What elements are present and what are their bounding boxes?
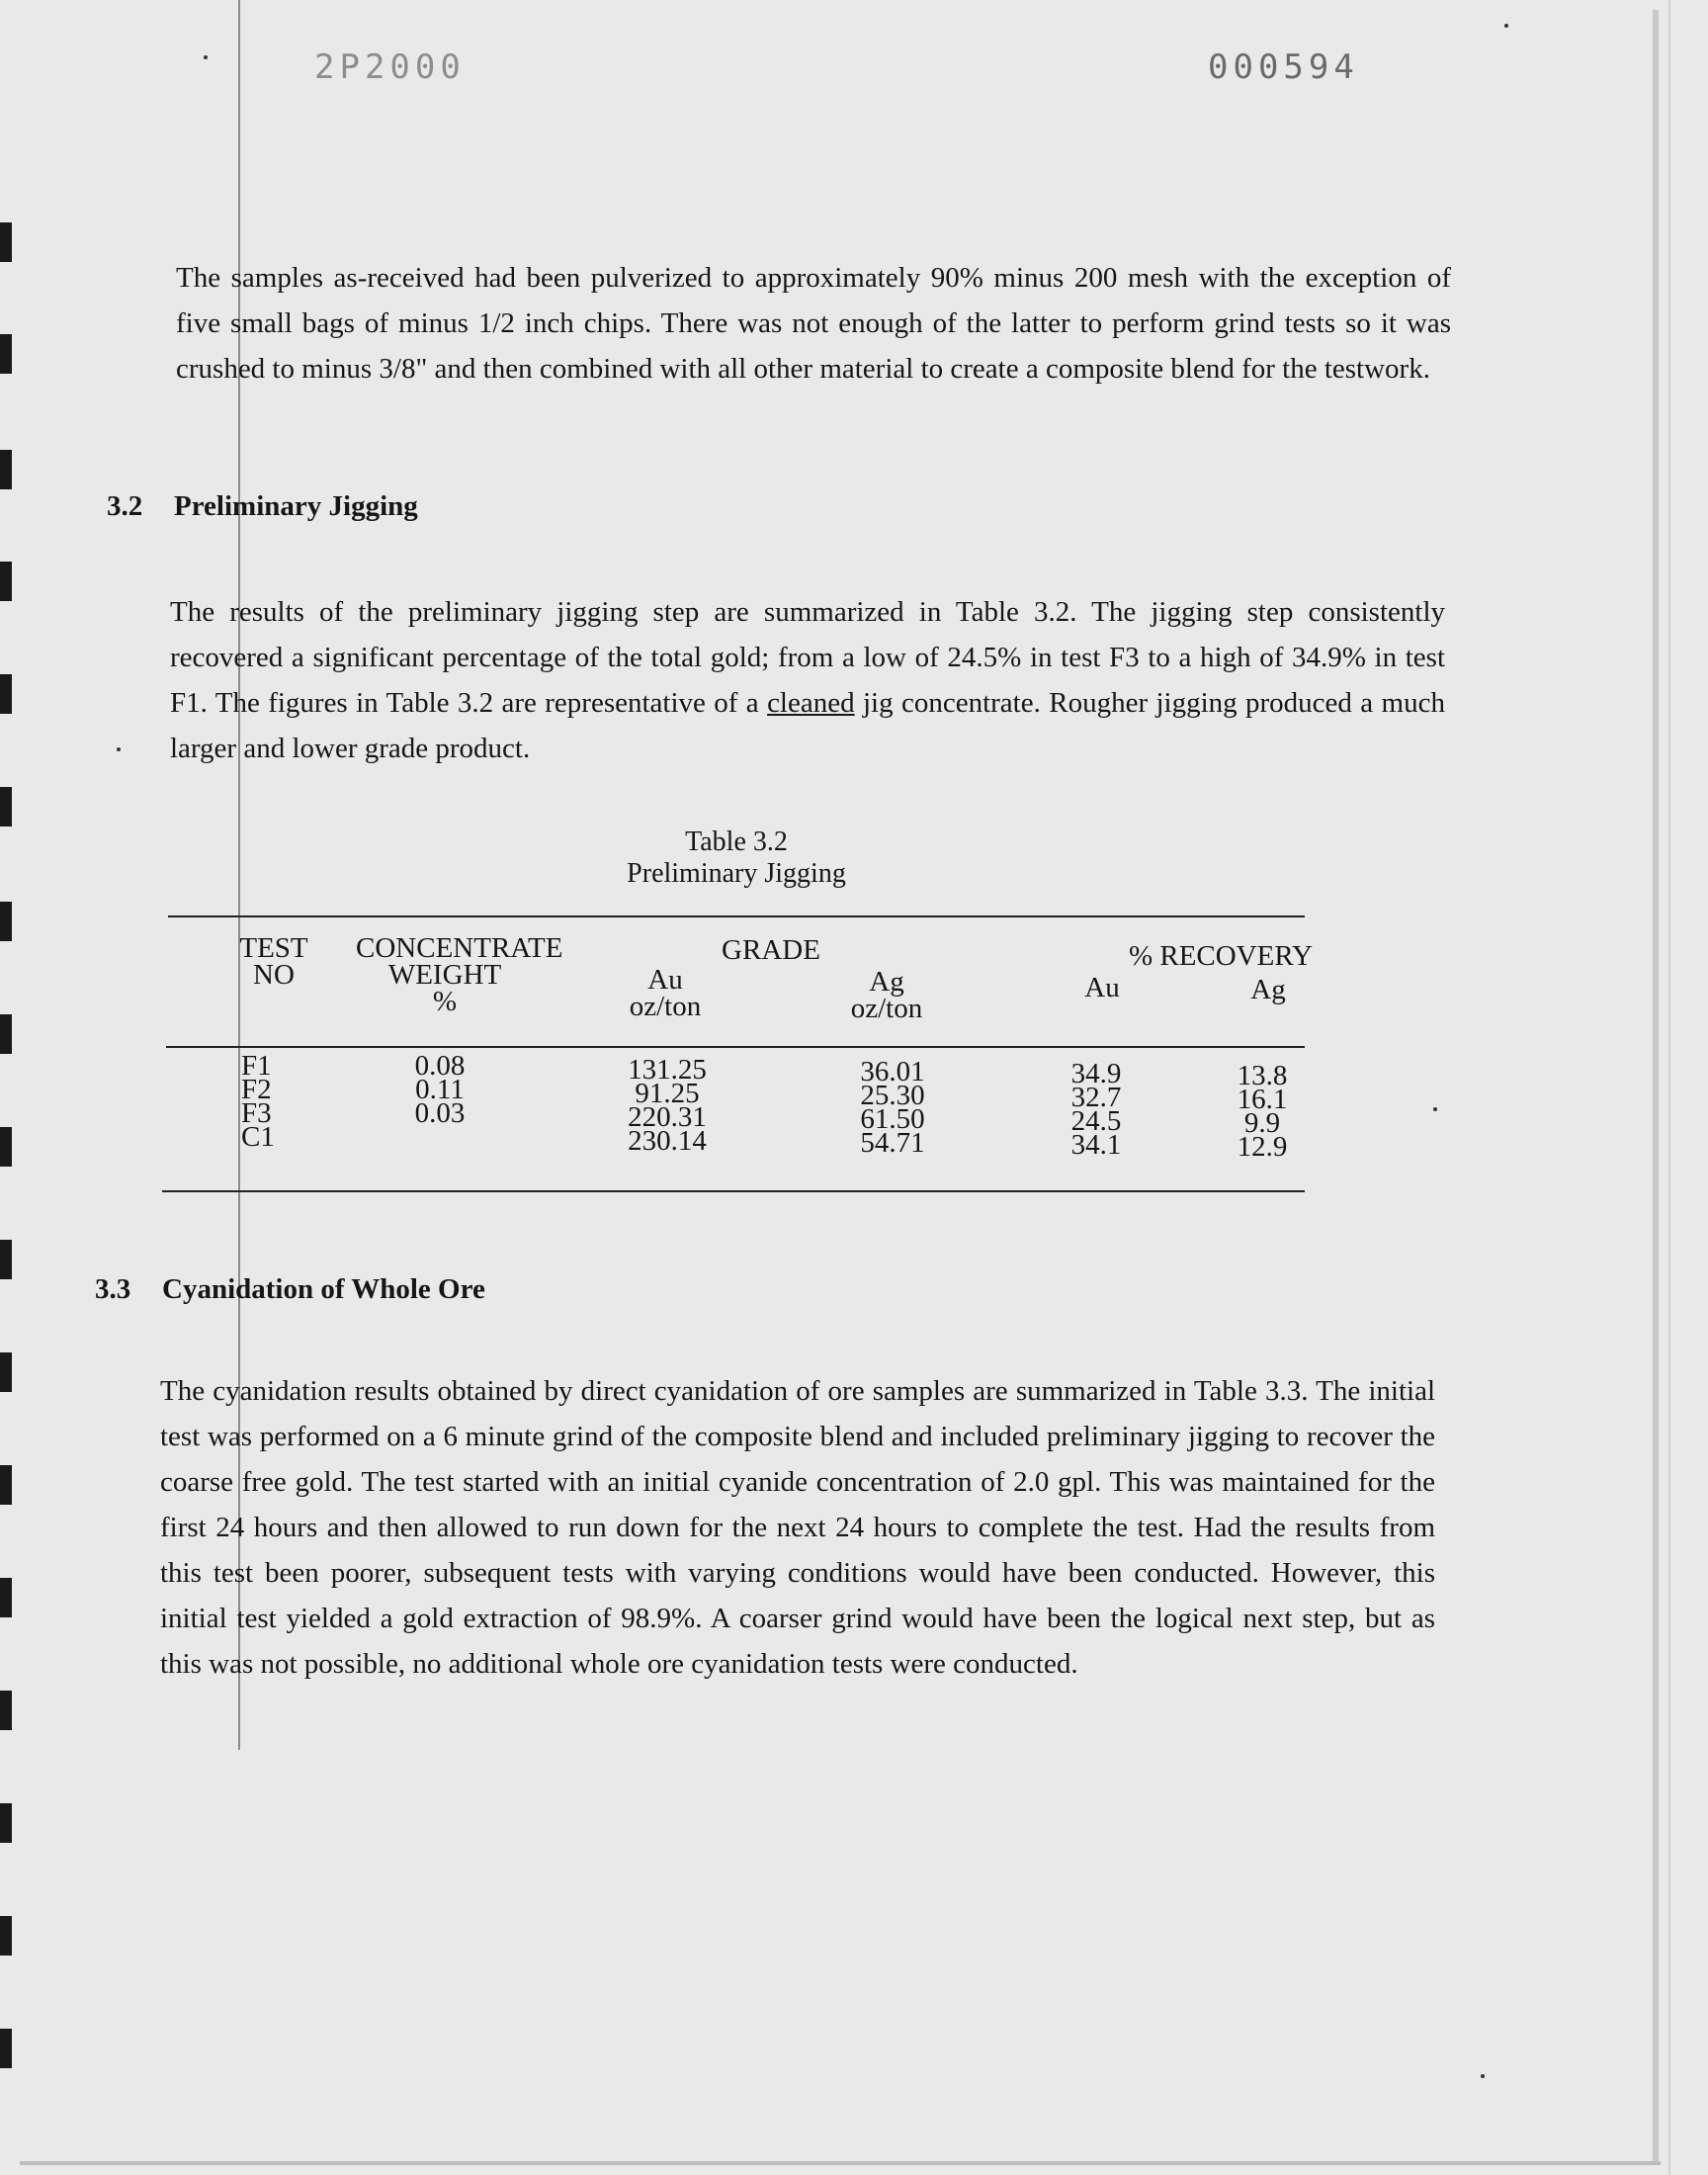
header-recovery-ag: Ag: [1250, 974, 1286, 1005]
punch-marks: [0, 0, 14, 2175]
column-test-no: [241, 1050, 300, 1153]
table-cell: 32.7: [1070, 1082, 1122, 1113]
scan-speck: [204, 55, 208, 59]
header-grade-au: Au oz/ton: [629, 964, 702, 1022]
table-cell: 0.03: [414, 1097, 466, 1129]
section-3-3-paragraph: The cyanidation results obtained by direct cyanidation of ore samples are summarized in Table 3.3. The initial test was performed on a 6 minute grind of the composite blend and included preliminary jigging to recover the coarse free gold. The test started with an initial cyanide concentration of 2.0 gpl. This was maintained for the first 24 hours and then allowed to run down for the next 24 hours to complete the test. Had the results from this test been poorer, subsequent tests with varying conditions would have been conducted. However, this initial test yielded a gold extraction of 98.9%. A coarser grind would have been the logical next step, but as this was not possible, no additional whole ore cyanidation tests were conducted.: [160, 1375, 1435, 1680]
section-3-2-number: 3.2: [107, 490, 143, 522]
table-cell: 9.9: [1243, 1107, 1281, 1139]
table-cell: 0.08: [414, 1050, 466, 1082]
table-cell: F1: [241, 1050, 272, 1082]
table-cell: 54.71: [860, 1127, 925, 1159]
table-cell: 25.30: [860, 1080, 925, 1111]
table-cell: 34.9: [1070, 1058, 1122, 1089]
table-cell: 24.5: [1070, 1105, 1122, 1137]
section-3-2-heading: [107, 490, 418, 523]
table-cell: 131.25: [628, 1054, 707, 1086]
table-cell: 220.31: [628, 1101, 707, 1133]
section-3-2-title: Preliminary Jigging: [174, 490, 418, 522]
table-cell: 34.1: [1070, 1129, 1122, 1161]
table-cell: 0.11: [415, 1074, 465, 1105]
table-header-rule: [166, 1046, 1305, 1048]
page-right-shadow: [1668, 0, 1670, 2175]
header-grade: GRADE: [722, 934, 820, 966]
table-cell: 13.8: [1237, 1060, 1288, 1091]
table-top-rule: [168, 915, 1305, 917]
intro-paragraph: The samples as-received had been pulverized to approximately 90% minus 200 mesh with the exception of five small bags of minus 1/2 inch chips. There was not enough of the latter to perform grind tests so it was crushed to minus 3/8" and then combined with all other material to create a composite blend for the testwork.: [176, 262, 1451, 385]
stamp-left: 2P2000: [314, 47, 466, 87]
table-cell: F2: [241, 1074, 272, 1105]
section-3-2-text-end: jig concentrate. Rougher jigging produced a much larger and lower grade product.: [170, 687, 1445, 764]
table-caption-title: Preliminary Jigging: [627, 858, 846, 889]
header-recovery: % RECOVERY: [1128, 940, 1314, 972]
table-cell: 12.9: [1237, 1131, 1288, 1163]
underlined-word: cleaned: [767, 687, 855, 719]
header-concentrate-weight: CONCENTRATE WEIGHT %: [356, 932, 563, 1017]
table-caption-number: Table 3.2: [685, 826, 788, 857]
page-bottom-edge: [20, 2161, 1661, 2165]
column-concentrate-weight: [395, 1050, 484, 1129]
scan-speck: [1433, 1107, 1437, 1111]
column-grade-ag: [838, 1056, 947, 1159]
page-number-stamp: 000594: [1208, 47, 1359, 87]
header-recovery-au: Au: [1084, 972, 1120, 1003]
page-right-edge: [1653, 10, 1659, 2165]
section-3-2-paragraph: [170, 589, 1445, 771]
scan-speck: [1481, 2074, 1485, 2078]
section-3-3-number: 3.3: [95, 1273, 131, 1305]
scan-speck: [117, 747, 121, 751]
section-3-3-heading: [95, 1273, 485, 1306]
table-cell: 61.50: [860, 1103, 925, 1135]
table-cell: 91.25: [635, 1078, 700, 1109]
scan-speck: [1504, 24, 1508, 28]
table-caption: [554, 826, 919, 890]
table-cell: C1: [241, 1121, 275, 1153]
column-recovery-ag: [1228, 1060, 1297, 1163]
table-cell: F3: [241, 1097, 272, 1129]
header-grade-ag: Ag oz/ton: [850, 966, 923, 1024]
table-cell: 16.1: [1237, 1084, 1288, 1115]
table-cell: 36.01: [860, 1056, 925, 1088]
column-recovery-au: [1062, 1058, 1131, 1161]
table-cell: 230.14: [628, 1125, 707, 1157]
section-3-3-title: Cyanidation of Whole Ore: [162, 1273, 485, 1305]
header-test-no: TEST NO: [239, 932, 308, 991]
column-grade-au: [613, 1054, 722, 1157]
section-3-2-text-start: The results of the preliminary jigging step are summarized in Table 3.2. The jigging step consistently recovered a significant percentage of the total gold; from a low of 24.5% in test F3 to a high of 34.9% in test F1. The figures in Table 3.2 are representative of a: [170, 596, 1445, 719]
table-bottom-rule: [162, 1190, 1305, 1192]
